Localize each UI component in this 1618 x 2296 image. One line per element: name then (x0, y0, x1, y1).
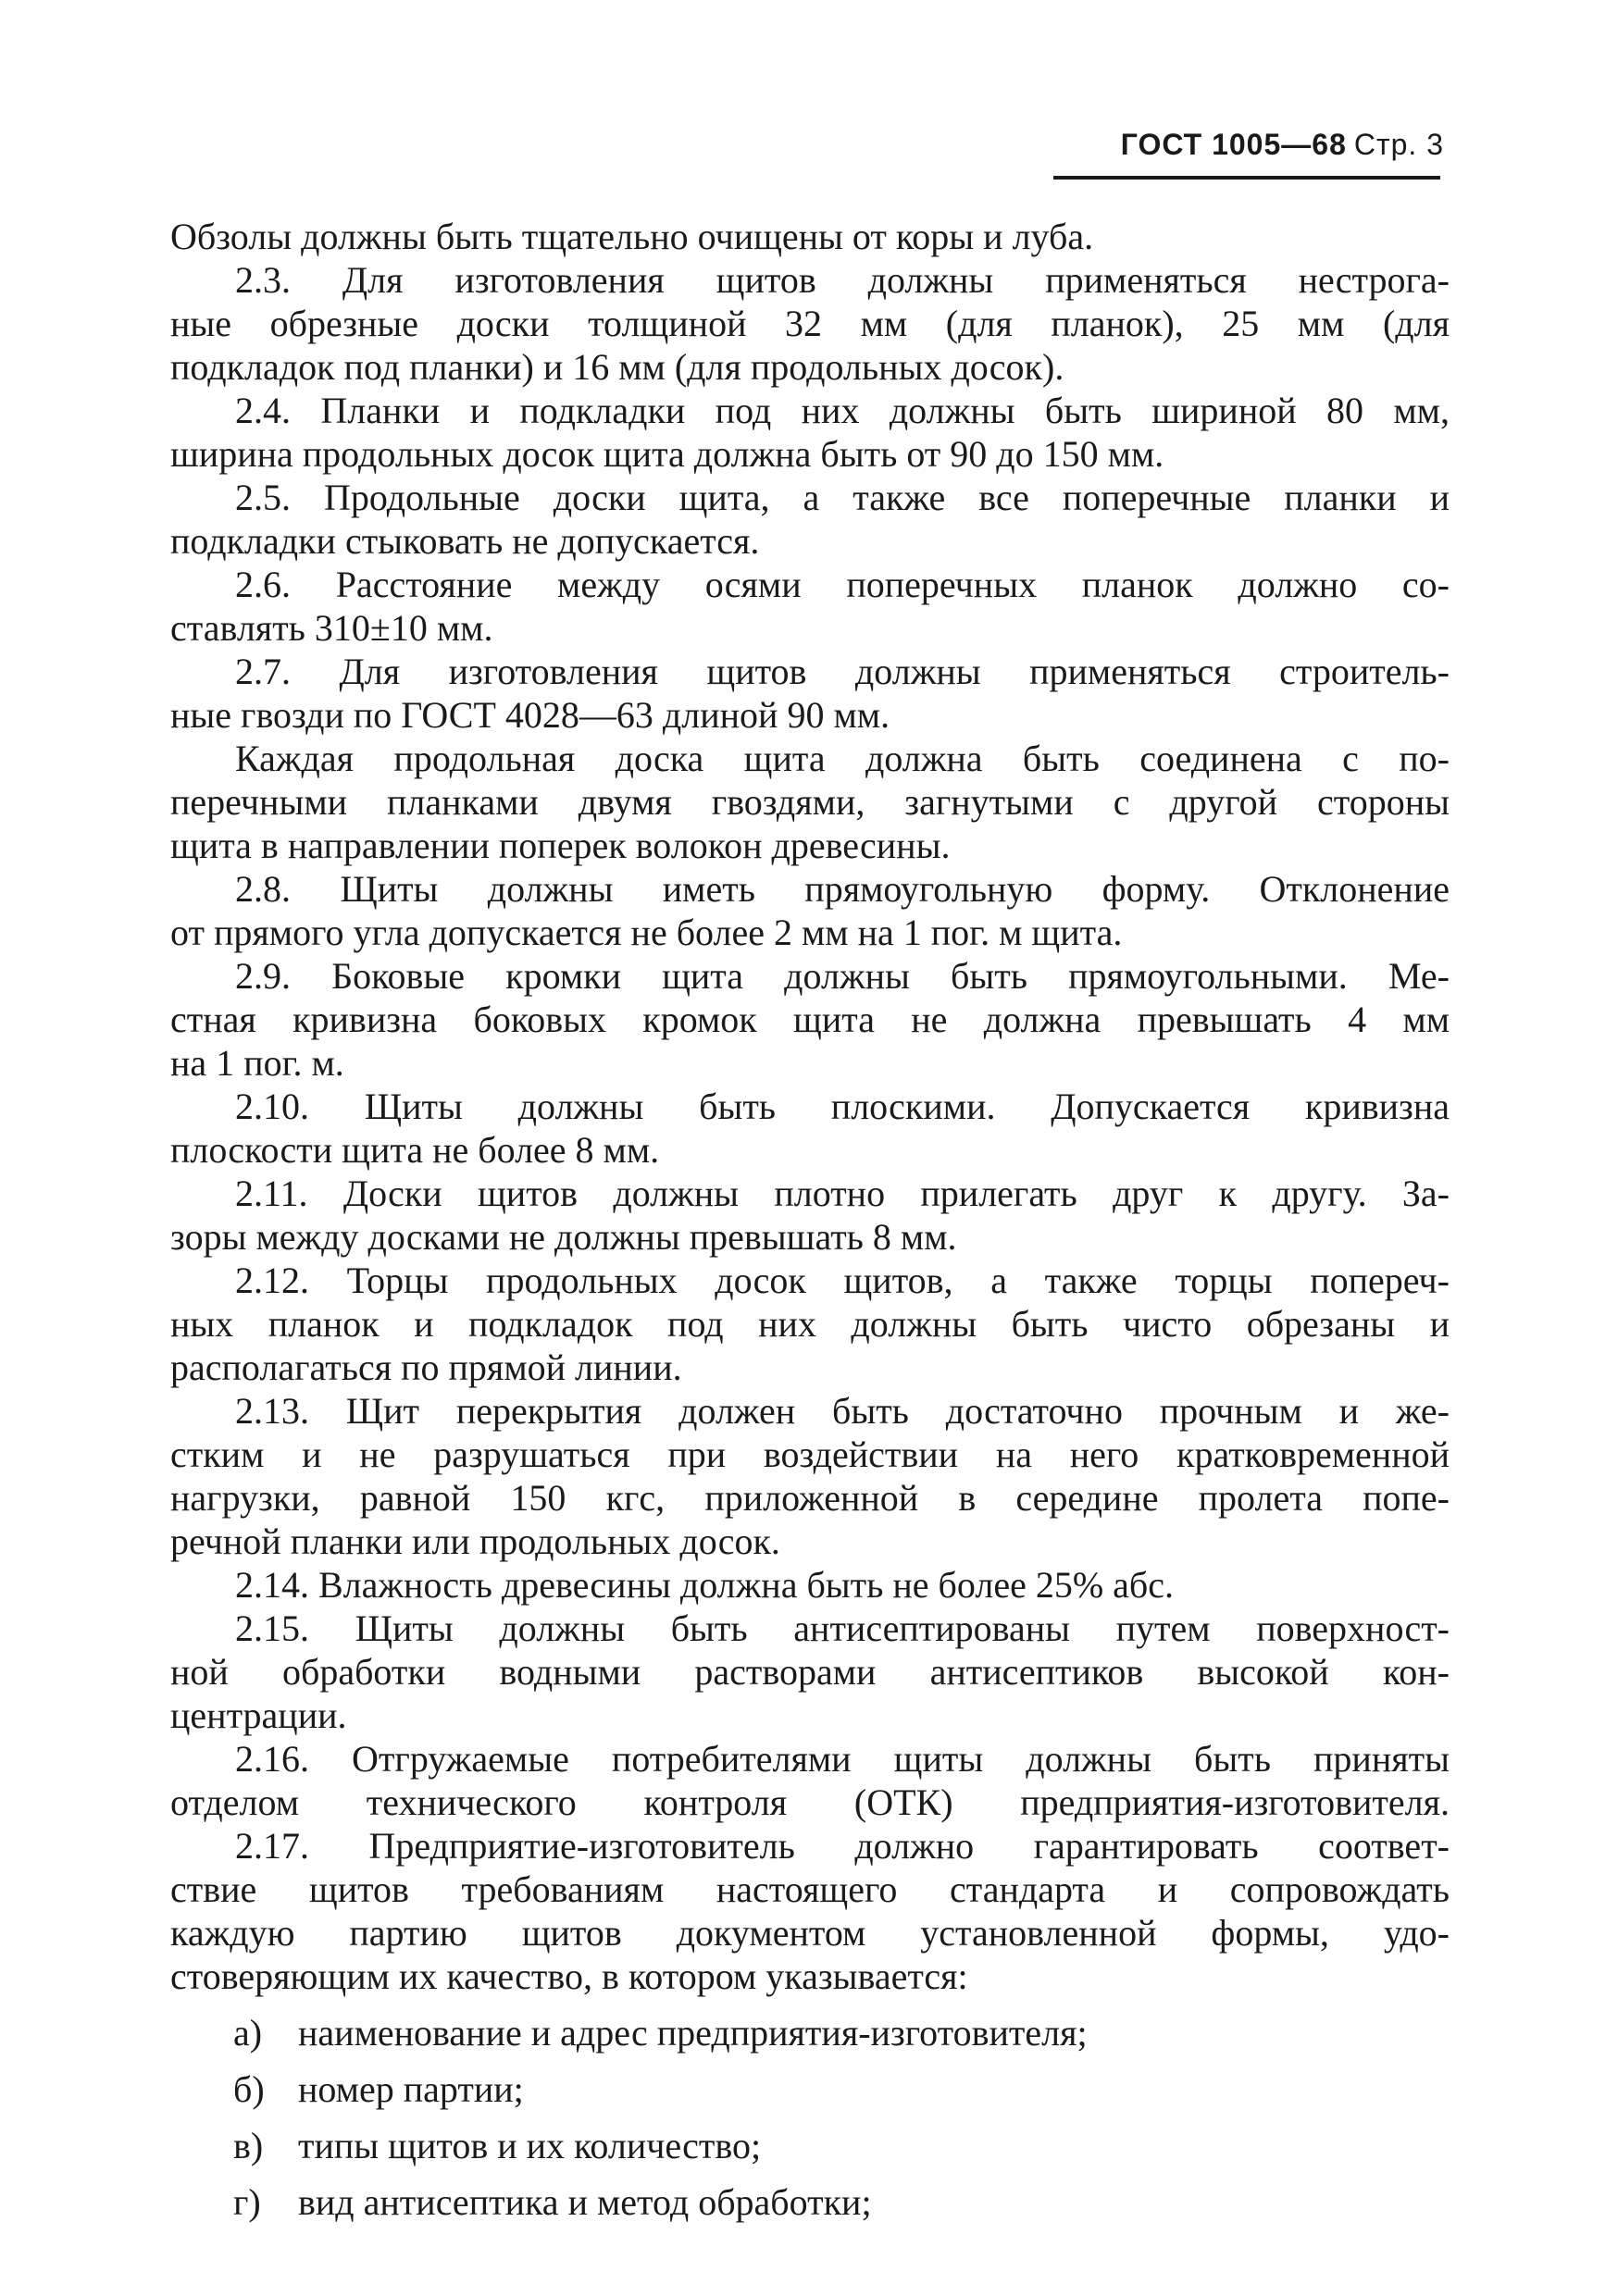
text-line: ные обрезные доски толщиной 32 мм (для планок), 25 мм (для (170, 303, 1450, 344)
list-item-text: номер партии; (298, 2068, 524, 2110)
text-line: 2.8. Щиты должны иметь прямоугольную форму. Отклонение (235, 868, 1450, 910)
list-marker: г) (233, 2181, 261, 2223)
text-line: речной планки или продольных досок. (170, 1520, 780, 1562)
text-line: от прямого угла допускается не более 2 мм на 1 пог. м щита. (170, 912, 1123, 953)
text-line: располагаться по прямой линии. (170, 1347, 682, 1388)
header-rule (1053, 176, 1440, 180)
text-line: ные гвозди по ГОСТ 4028—63 длиной 90 мм. (170, 694, 890, 736)
text-line: 2.5. Продольные доски щита, а также все поперечные планки и (235, 477, 1450, 518)
text-line: зоры между досками не должны превышать 8 мм. (170, 1216, 957, 1258)
text-line: 2.9. Боковые кромки щита должны быть прямоугольными. Ме- (235, 955, 1450, 997)
text-line: отделом технического контроля (ОТК) предприятия-изготовителя. (170, 1781, 1450, 1823)
list-item (170, 2180, 1450, 2224)
text-line: стная кривизна боковых кромок щита не должна превышать 4 мм (170, 999, 1450, 1040)
text-line: 2.3. Для изготовления щитов должны применяться нестрога- (235, 259, 1450, 301)
text-line: каждую партию щитов документом установленной формы, удо- (170, 1912, 1450, 1954)
text-line: 2.12. Торцы продольных досок щитов, а также торцы попереч- (235, 1260, 1450, 1301)
list-item (170, 2124, 1450, 2167)
list-item-text: наименование и адрес предприятия-изготовителя; (298, 2012, 1088, 2054)
text-line: 2.15. Щиты должны быть антисептированы путем поверхност- (235, 1607, 1450, 1649)
text-line: 2.13. Щит перекрытия должен быть достаточно прочным и же- (235, 1390, 1450, 1432)
page-number: Стр. 3 (1353, 128, 1444, 161)
text-line: ставлять 310±10 мм. (170, 607, 493, 649)
page-header (1121, 128, 1444, 162)
text-line: стким и не разрушаться при воздействии на него кратковременной (170, 1433, 1450, 1475)
text-line: перечными планками двумя гвоздями, загнутыми с другой стороны (170, 781, 1450, 823)
text-line: 2.16. Отгружаемые потребителями щиты должны быть приняты (235, 1738, 1450, 1780)
text-line: ной обработки водными растворами антисептиков высокой кон- (170, 1651, 1450, 1693)
list-marker: б) (233, 2068, 265, 2110)
text-line: 2.7. Для изготовления щитов должны применяться строитель- (235, 651, 1450, 692)
text-line: на 1 пог. м. (170, 1042, 344, 1084)
list-item (170, 2011, 1450, 2054)
document-body (170, 215, 1450, 2224)
text-line: плоскости щита не более 8 мм. (170, 1129, 660, 1171)
text-line: подкладок под планки) и 16 мм (для продольных досок). (170, 346, 1064, 388)
text-line: ширина продольных досок щита должна быть от 90 до 150 мм. (170, 433, 1164, 475)
text-line: стоверяющим их качество, в котором указывается: (170, 1955, 968, 1997)
text-line: щита в направлении поперек волокон древесины. (170, 825, 951, 866)
list-item-text: вид антисептика и метод обработки; (298, 2181, 872, 2223)
text-line: центрации. (170, 1694, 347, 1736)
text-line: 2.14. Влажность древесины должна быть не более 25% абс. (235, 1564, 1175, 1606)
text-line: нагрузки, равной 150 кгс, приложенной в середине пролета попе- (170, 1477, 1450, 1519)
text-line: 2.11. Доски щитов должны плотно прилегать друг к другу. За- (235, 1173, 1450, 1214)
list-item (170, 2067, 1450, 2111)
list-marker: а) (233, 2012, 263, 2054)
text-line: подкладки стыковать не допускается. (170, 520, 760, 562)
list-item-text: типы щитов и их количество; (298, 2125, 762, 2166)
standard-number: ГОСТ 1005—68 (1120, 128, 1347, 161)
text-line: Каждая продольная доска щита должна быть соединена с по- (235, 738, 1450, 779)
text-line: Обзолы должны быть тщательно очищены от коры и луба. (170, 216, 1094, 257)
text-line: 2.4. Планки и подкладки под них должны быть шириной 80 мм, (235, 390, 1450, 431)
list-marker: в) (233, 2125, 264, 2166)
text-line: ных планок и подкладок под них должны быть чисто обрезаны и (170, 1303, 1450, 1345)
text-line: 2.6. Расстояние между осями поперечных планок должно со- (235, 564, 1450, 605)
text-line: ствие щитов требованиям настоящего стандарта и сопровождать (170, 1868, 1450, 1910)
text-line: 2.10. Щиты должны быть плоскими. Допускается кривизна (235, 1086, 1450, 1127)
text-line: 2.17. Предприятие-изготовитель должно гарантировать соответ- (235, 1825, 1450, 1867)
